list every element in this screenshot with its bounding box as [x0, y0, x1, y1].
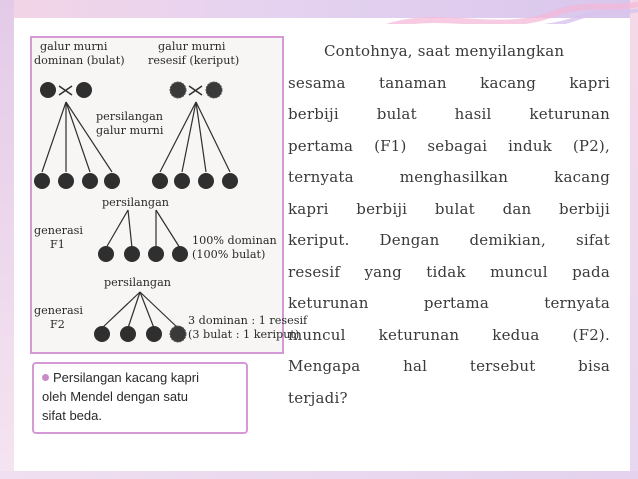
- paragraph-line: [288, 99, 610, 131]
- paragraph-word: hal: [403, 357, 428, 375]
- mendel-cross-diagram: [30, 36, 308, 354]
- paragraph-word: tanaman: [378, 73, 447, 92]
- paragraph-line: [288, 131, 610, 163]
- seed-round: [76, 82, 92, 98]
- paragraph-word: muncul: [490, 262, 548, 281]
- paragraph-word: demikian,: [469, 231, 547, 249]
- paragraph-word: tidak: [426, 262, 466, 281]
- paragraph-word: pertama: [423, 294, 489, 312]
- label-cross-pure-1: persilangan: [96, 110, 163, 123]
- paragraph-word: keturunan: [378, 325, 460, 344]
- diagram-figure: [32, 38, 308, 352]
- paragraph-word: induk: [508, 136, 552, 155]
- f1-branch-lines: [106, 210, 180, 248]
- paragraph-word: berbiji: [559, 199, 610, 218]
- paragraph-line: [288, 351, 610, 383]
- paragraph-line: Contohnya, saat menyilangkan: [324, 42, 565, 60]
- paragraph-word: berbiji: [356, 199, 408, 218]
- label-f1-ratio-1: 100% dominan: [192, 234, 277, 247]
- f2-branch-lines: [102, 292, 178, 328]
- paragraph-line: [288, 257, 610, 289]
- decorative-bottom-band: [0, 471, 638, 479]
- label-cross-pure-2: galur murni: [96, 124, 164, 137]
- paragraph-word: Dengan: [379, 231, 440, 249]
- label-f1-ratio-2: (100% bulat): [192, 248, 266, 261]
- paragraph-word: keturunan: [288, 294, 369, 312]
- label-f2-ratio-1: 3 dominan : 1 resesif: [188, 314, 308, 327]
- paragraph-word: keriput.: [288, 231, 350, 249]
- paragraph-line: [288, 225, 610, 257]
- paragraph-word: (P2),: [572, 136, 610, 155]
- paragraph-word: pertama: [288, 136, 354, 155]
- paragraph-word: bulat: [376, 105, 417, 123]
- label-parent-recessive-1: galur murni: [158, 40, 226, 53]
- paragraph-line: [288, 162, 610, 194]
- paragraph-word: ternyata: [544, 294, 610, 312]
- paragraph-word: kapri: [288, 199, 329, 218]
- label-parent-dominant-2: dominan (bulat): [34, 54, 125, 67]
- paragraph-word: keturunan: [529, 105, 610, 123]
- decorative-right-band: [630, 0, 638, 479]
- figure-caption: [32, 362, 248, 434]
- label-cross-1: persilangan: [102, 196, 169, 209]
- paragraph-word: (F1): [374, 136, 407, 155]
- generation-f1-seeds: [98, 246, 188, 262]
- paragraph-word: berbiji: [288, 105, 339, 123]
- paragraph-line: [288, 194, 610, 226]
- paragraph-word: kedua: [492, 325, 540, 344]
- cross-symbol: [59, 86, 72, 95]
- paragraph-word: kapri: [569, 73, 610, 92]
- label-parent-recessive-2: resesif (keriput): [148, 54, 240, 67]
- paragraph-word: kacang: [554, 168, 610, 186]
- label-parent-dominant-1: galur murni: [40, 40, 108, 53]
- decorative-left-band: [0, 0, 14, 479]
- caption-line-2: oleh Mendel dengan satu: [42, 389, 189, 404]
- generation-p-seeds: [34, 173, 238, 189]
- paragraph-word: yang: [364, 262, 402, 281]
- label-cross-2: persilangan: [104, 276, 171, 289]
- paragraph-word: Mengapa: [288, 357, 361, 375]
- paragraph-word: ternyata: [288, 168, 354, 186]
- label-f1-1: generasi: [34, 224, 83, 237]
- paragraph-word: menghasilkan: [399, 168, 509, 186]
- paragraph-word: bisa: [578, 357, 610, 375]
- paragraph-word: muncul: [288, 325, 346, 344]
- body-paragraph: [288, 36, 610, 414]
- paragraph-word: hasil: [454, 105, 492, 123]
- label-f1-2: F1: [50, 238, 65, 251]
- label-f2-2: F2: [50, 318, 65, 331]
- caption-line-1: Persilangan kacang kapri: [42, 368, 240, 387]
- paragraph-word: resesif: [288, 262, 341, 281]
- paragraph-word: sebagai: [427, 136, 488, 155]
- paragraph-word: dan: [502, 199, 532, 218]
- caption-line-3: sifat beda.: [42, 408, 102, 423]
- cross-symbol: [189, 86, 202, 95]
- paragraph-word: pada: [572, 262, 610, 281]
- seed-round: [40, 82, 56, 98]
- seed-wrinkled: [170, 82, 186, 98]
- paragraph-word: bulat: [434, 199, 475, 218]
- paragraph-word: kacang: [480, 73, 536, 92]
- bullet-icon: [42, 374, 49, 381]
- paragraph-word: (F2).: [572, 325, 610, 344]
- paragraph-word: tersebut: [469, 357, 536, 375]
- label-f2-ratio-2: (3 bulat : 1 keriput): [188, 328, 300, 341]
- paragraph-line: [288, 320, 610, 352]
- paragraph-word: sifat: [575, 231, 610, 249]
- seed-wrinkled: [206, 82, 222, 98]
- label-f2-1: generasi: [34, 304, 83, 317]
- paragraph-line: [288, 288, 610, 320]
- paragraph-line: terjadi?: [288, 388, 348, 407]
- generation-f2-seeds: [94, 326, 186, 342]
- paragraph-word: sesama: [288, 73, 346, 92]
- paragraph-line: [288, 68, 610, 100]
